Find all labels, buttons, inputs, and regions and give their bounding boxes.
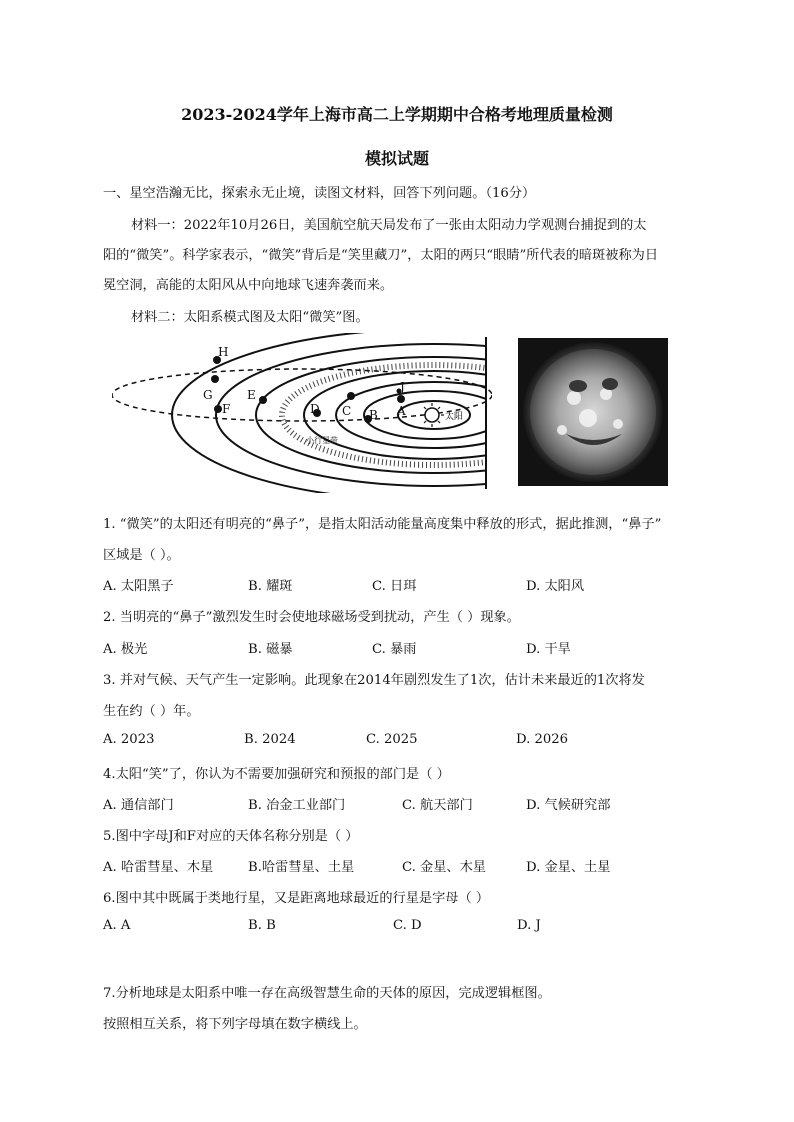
q4-option-c: C. 航天部门 (402, 798, 473, 813)
q2-option-d: D. 干旱 (526, 642, 571, 657)
solar-system-diagram (112, 333, 492, 493)
label-f: F (222, 402, 231, 416)
exam-subtitle: 模拟试题 (364, 149, 429, 168)
q1-option-b: B. 耀斑 (248, 579, 293, 594)
planet-g (211, 375, 219, 383)
question-6: 6.图中其中既属于类地行星，又是距离地球最近的行星是字母（ ） (103, 891, 490, 906)
q1-option-a: A. 太阳黑子 (103, 579, 174, 594)
q3-option-a: A. 2023 (103, 732, 155, 747)
material1-line1: 材料一：2022年10月26日，美国航空航天局发布了一张由太阳动力学观测台捕捉到的太 (131, 218, 647, 233)
sun-smile-photo (518, 338, 668, 486)
planet-c (347, 392, 355, 400)
planet-a (397, 395, 405, 403)
material1-line3: 冕空洞，高能的太阳风从中向地球飞速奔袭而来。 (103, 278, 394, 293)
section-heading: 一、星空浩瀚无比，探索永无止境，读图文材料，回答下列问题。（16分） (103, 186, 536, 201)
exam-title: 2023-2024学年上海市高二上学期期中合格考地理质量检测 (181, 105, 613, 124)
q2-option-a: A. 极光 (103, 642, 148, 657)
question-7-line1: 7.分析地球是太阳系中唯一存在高级智慧生命的天体的原因，完成逻辑框图。 (103, 986, 551, 1001)
q4-option-d: D. 气候研究部 (526, 798, 611, 813)
q3-option-b: B. 2024 (244, 732, 296, 747)
planet-e (259, 396, 267, 404)
question-2: 2. 当明亮的“鼻子”激烈发生时会使地球磁场受到扰动，产生（ ）现象。 (103, 610, 520, 625)
planet-f (214, 405, 222, 413)
label-a: A (397, 404, 406, 418)
question-1-line2: 区域是（ ）。 (103, 548, 180, 563)
question-1-line1: 1. “微笑”的太阳还有明亮的“鼻子”，是指太阳活动能量高度集中释放的形式，据此推测，“鼻子” (103, 517, 662, 532)
question-5: 5.图中字母J和F对应的天体名称分别是（ ） (103, 829, 359, 844)
label-d: D (310, 402, 320, 416)
q1-option-d: D. 太阳风 (526, 579, 585, 594)
question-3-line2: 生在约（ ）年。 (103, 704, 200, 719)
question-7-line2: 按照相互关系，将下列字母填在数字横线上。 (103, 1017, 367, 1032)
label-g: G (203, 388, 213, 402)
q4-option-a: A. 通信部门 (103, 798, 174, 813)
label-j: J (400, 380, 405, 394)
q4-option-b: B. 冶金工业部门 (248, 798, 346, 813)
label-h: H (218, 345, 229, 359)
label-e: E (247, 388, 256, 402)
material2-line: 材料二：太阳系模式图及太阳“微笑”图。 (131, 310, 369, 325)
q6-option-c: C. D (393, 918, 422, 933)
q5-option-b: B.哈雷彗星、土星 (248, 860, 355, 875)
sun-label: 太阳 (445, 412, 464, 422)
label-c: C (342, 404, 352, 418)
asteroid-belt-label: 小行星带 (306, 436, 338, 445)
q1-option-c: C. 日珥 (372, 579, 417, 594)
material1-line2: 阳的“微笑”。科学家表示，“微笑”背后是“笑里藏刀”，太阳的两只“眼睛”所代表的暗斑被称为日 (103, 248, 659, 263)
q5-option-c: C. 金星、木星 (402, 860, 486, 875)
q5-option-a: A. 哈雷彗星、木星 (103, 860, 214, 875)
label-b: B (369, 408, 378, 422)
q2-option-b: B. 磁暴 (248, 642, 293, 657)
q3-option-d: D. 2026 (516, 732, 569, 747)
q5-option-d: D. 金星、土星 (526, 860, 611, 875)
q6-option-d: D. J (517, 918, 541, 933)
q3-option-c: C. 2025 (366, 732, 418, 747)
question-3-line1: 3. 并对气候、天气产生一定影响。此现象在2014年剧烈发生了1次，估计未来最近的1次将发 (103, 673, 645, 688)
q6-option-b: B. B (248, 918, 276, 933)
q2-option-c: C. 暴雨 (372, 642, 417, 657)
question-4: 4.太阳“笑”了，你认为不需要加强研究和预报的部门是（ ） (103, 767, 450, 782)
q6-option-a: A. A (103, 918, 131, 933)
